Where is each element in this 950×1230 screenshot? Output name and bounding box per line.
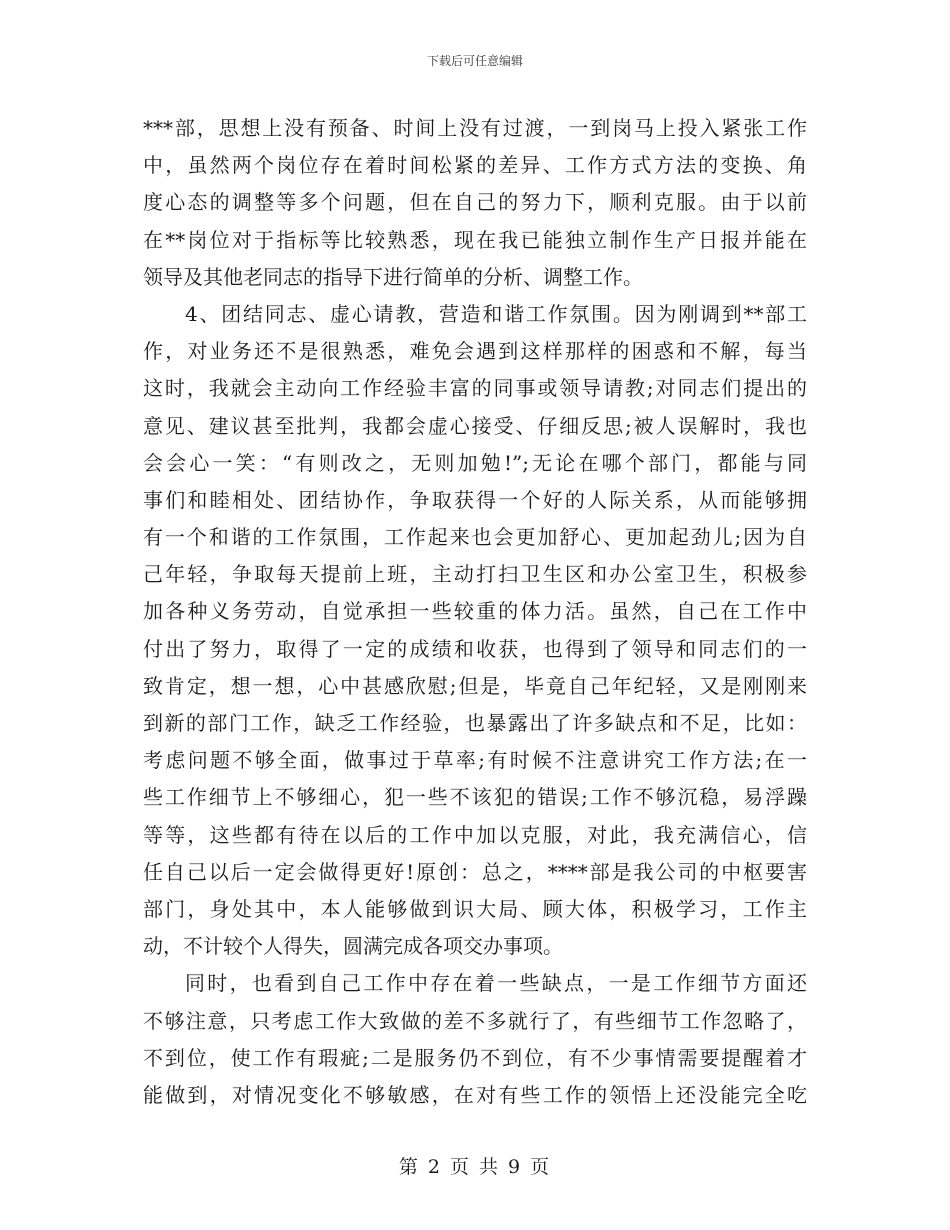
text-line: 领导及其他老同志的指导下进行简单的分析、调整工作。 (143, 264, 643, 289)
text-line: 等等，这些都有待在以后的工作中加以克服，对此，我充满信心，信 (143, 822, 807, 847)
text-line: 任自己以后一定会做得更好!原创：总之，****部是我公司的中枢要害 (143, 859, 807, 884)
text-line: 致肯定，想一想，心中甚感欣慰;但是，毕竟自己年纪轻，又是刚刚来 (143, 673, 807, 698)
paragraph (143, 110, 807, 296)
text-line: 些工作细节上不够细心，犯一些不该犯的错误;工作不够沉稳，易浮躁 (143, 785, 807, 810)
text-line: 不够注意，只考虑工作大致做的差不多就行了，有些细节工作忽略了， (143, 1008, 807, 1033)
text-line: 有一个和谐的工作氛围，工作起来也会更加舒心、更加起劲儿;因为自 (143, 525, 807, 550)
text-line: 部门，身处其中，本人能够做到识大局、顾大体，积极学习，工作主 (143, 896, 807, 921)
text-line: 中，虽然两个岗位存在着时间松紧的差异、工作方式方法的变换、角 (143, 153, 807, 178)
text-line: 作，对业务还不是很熟悉，难免会遇到这样那样的困惑和不解，每当 (143, 339, 807, 364)
text-line: 在**岗位对于指标等比较熟悉，现在我已能独立制作生产日报并能在 (143, 227, 807, 252)
text-line: 4、团结同志、虚心请教，营造和谐工作氛围。因为刚调到**部工 (185, 301, 807, 326)
page-header: 下载后可任意编辑 (426, 54, 523, 68)
text-line: 会会心一笑：“有则改之，无则加勉!”;无论在哪个部门，都能与同 (143, 450, 807, 475)
text-line: 到新的部门工作，缺乏工作经验，也暴露出了许多缺点和不足，比如： (143, 711, 807, 735)
text-line: 同时，也看到自己工作中存在着一些缺点，一是工作细节方面还 (185, 971, 807, 996)
text-line: 己年轻，争取每天提前上班，主动打扫卫生区和办公室卫生，积极参 (143, 562, 807, 587)
text-line: 付出了努力，取得了一定的成绩和收获，也得到了领导和同志们的一 (143, 636, 807, 661)
page-footer: 第 2 页 共 9 页 (398, 1156, 552, 1178)
text-line: ***部，思想上没有预备、时间上没有过渡，一到岗马上投入紧张工作 (143, 116, 807, 140)
text-line: 这时，我就会主动向工作经验丰富的同事或领导请教;对同志们提出的 (143, 376, 807, 401)
paragraph (143, 965, 807, 1114)
text-line: 度心态的调整等多个问题，但在自己的努力下，顺利克服。由于以前 (143, 190, 807, 215)
document-body (143, 110, 807, 1114)
text-line: 加各种义务劳动，自觉承担一些较重的体力活。虽然，自己在工作中 (143, 599, 807, 624)
text-line: 动，不计较个人得失，圆满完成各项交办事项。 (143, 934, 563, 959)
text-line: 能做到，对情况变化不够敏感，在对有些工作的领悟上还没能完全吃 (143, 1082, 807, 1107)
text-line: 考虑问题不够全面，做事过于草率;有时候不注意讲究工作方法;在一 (143, 748, 807, 773)
text-line: 不到位，使工作有瑕疵;二是服务仍不到位，有不少事情需要提醒着才 (143, 1045, 807, 1070)
text-line: 意见、建议甚至批判，我都会虚心接受、仔细反思;被人误解时，我也 (143, 413, 807, 438)
text-line: 事们和睦相处、团结协作，争取获得一个好的人际关系，从而能够拥 (143, 487, 807, 512)
paragraph (143, 296, 807, 965)
